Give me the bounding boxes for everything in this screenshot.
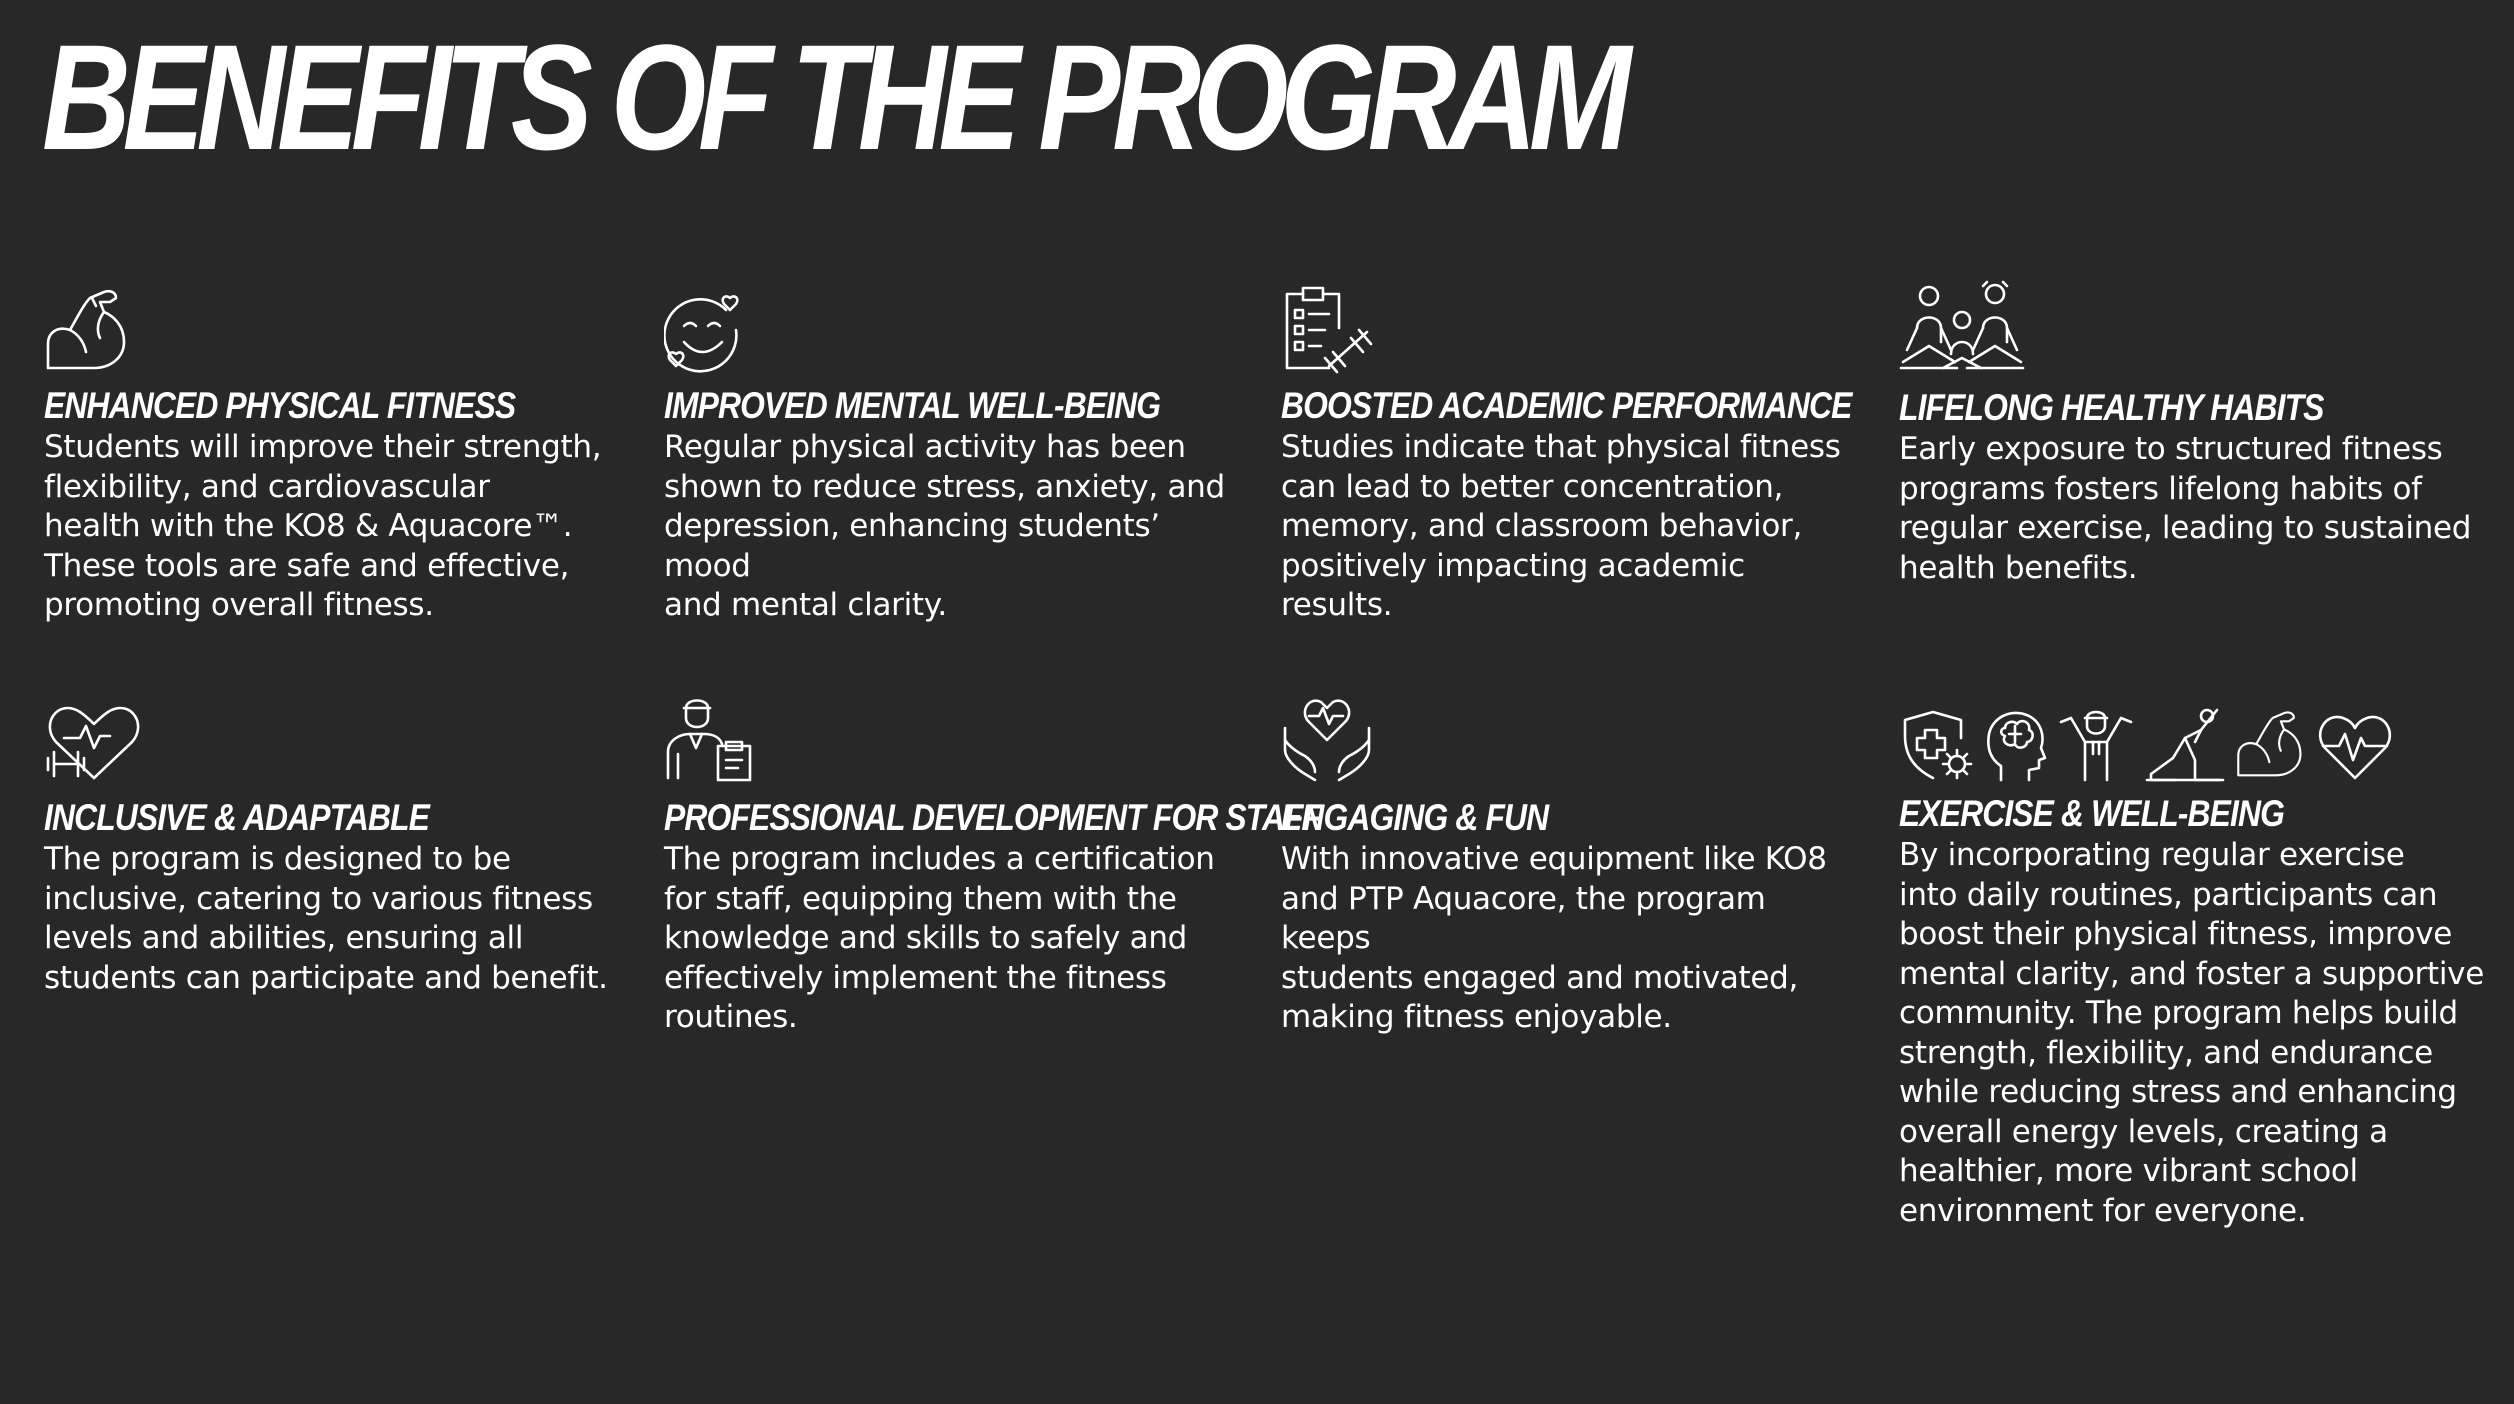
clipboard-dumbbell-icon bbox=[1281, 282, 1373, 376]
head-brain-icon bbox=[1983, 708, 2047, 782]
card-body: Students will improve their strength, flexibility, and cardiovascular health with the KO8 & Aquacore™. These tools are safe and effective, promoting overall fitness. bbox=[44, 429, 602, 623]
child-exercise-icon bbox=[2057, 708, 2135, 782]
shield-cross-icon bbox=[1899, 708, 1973, 782]
benefit-card-academic-performance bbox=[1281, 276, 1861, 626]
benefit-card-exercise-well-being bbox=[1899, 682, 2499, 1231]
heart-dumbbell-icon bbox=[44, 702, 144, 782]
benefit-card-staff-development bbox=[664, 682, 1322, 1038]
card-body: Studies indicate that physical fitness can lead to better concentration, memory, and classroom behavior, positively impacting academic results. bbox=[1281, 429, 1841, 623]
card-title: ENHANCED PHYSICAL FITNESS bbox=[44, 385, 516, 426]
page-title: BENEFITS OF THE PROGRAM bbox=[42, 13, 1624, 181]
card-body: The program includes a certification for staff, equipping them with the knowledge and skills to safely and effectively implement the fitness routines. bbox=[664, 841, 1215, 1035]
card-title: IMPROVED MENTAL WELL-BEING bbox=[664, 385, 1161, 426]
card-title: PROFESSIONAL DEVELOPMENT FOR STAFF bbox=[664, 797, 1322, 838]
family-yoga-icon bbox=[1899, 280, 2027, 376]
coach-clipboard-icon bbox=[664, 692, 754, 782]
benefit-card-inclusive bbox=[44, 682, 624, 998]
hands-heart-icon bbox=[1281, 690, 1373, 782]
flexed-arm-icon-small bbox=[2235, 708, 2307, 782]
benefit-card-mental-well-being bbox=[664, 276, 1244, 626]
card-body: By incorporating regular exercise into daily routines, participants can boost their physical fitness, improve mental clarity, and foster a supportive community. The program helps build strength, flexibility, and endurance while reducing stress and enhancing overall energy levels, creating a healthier, more vibrant school environment for everyone. bbox=[1899, 837, 2484, 1229]
card-title: BOOSTED ACADEMIC PERFORMANCE bbox=[1281, 385, 1852, 426]
card-body: With innovative equipment like KO8 and PTP Aquacore, the program keeps students engaged and motivated, making fitness enjoyable. bbox=[1281, 841, 1827, 1035]
card-title: EXERCISE & WELL-BEING bbox=[1899, 793, 2285, 834]
card-title: ENGAGING & FUN bbox=[1281, 797, 1549, 838]
wellness-icons-row bbox=[1899, 682, 2499, 782]
card-body: The program is designed to be inclusive, catering to various fitness levels and abilities, ensuring all students can participate and benefit. bbox=[44, 841, 608, 996]
card-body: Early exposure to structured fitness programs fosters lifelong habits of regular exercise, leading to sustained health benefits. bbox=[1899, 431, 2472, 586]
card-body: Regular physical activity has been shown to reduce stress, anxiety, and depression, enhancing students’ mood and mental clarity. bbox=[664, 429, 1225, 623]
stretching-person-icon bbox=[2145, 708, 2225, 782]
card-title: INCLUSIVE & ADAPTABLE bbox=[44, 797, 430, 838]
benefit-card-healthy-habits bbox=[1899, 276, 2479, 588]
benefit-card-physical-fitness bbox=[44, 276, 624, 626]
benefit-card-engaging-fun bbox=[1281, 682, 1861, 1038]
heartbeat-icon bbox=[2317, 708, 2393, 782]
smiley-heart-icon bbox=[664, 292, 746, 376]
flexed-arm-icon bbox=[44, 286, 132, 376]
card-title: LIFELONG HEALTHY HABITS bbox=[1899, 387, 2324, 428]
